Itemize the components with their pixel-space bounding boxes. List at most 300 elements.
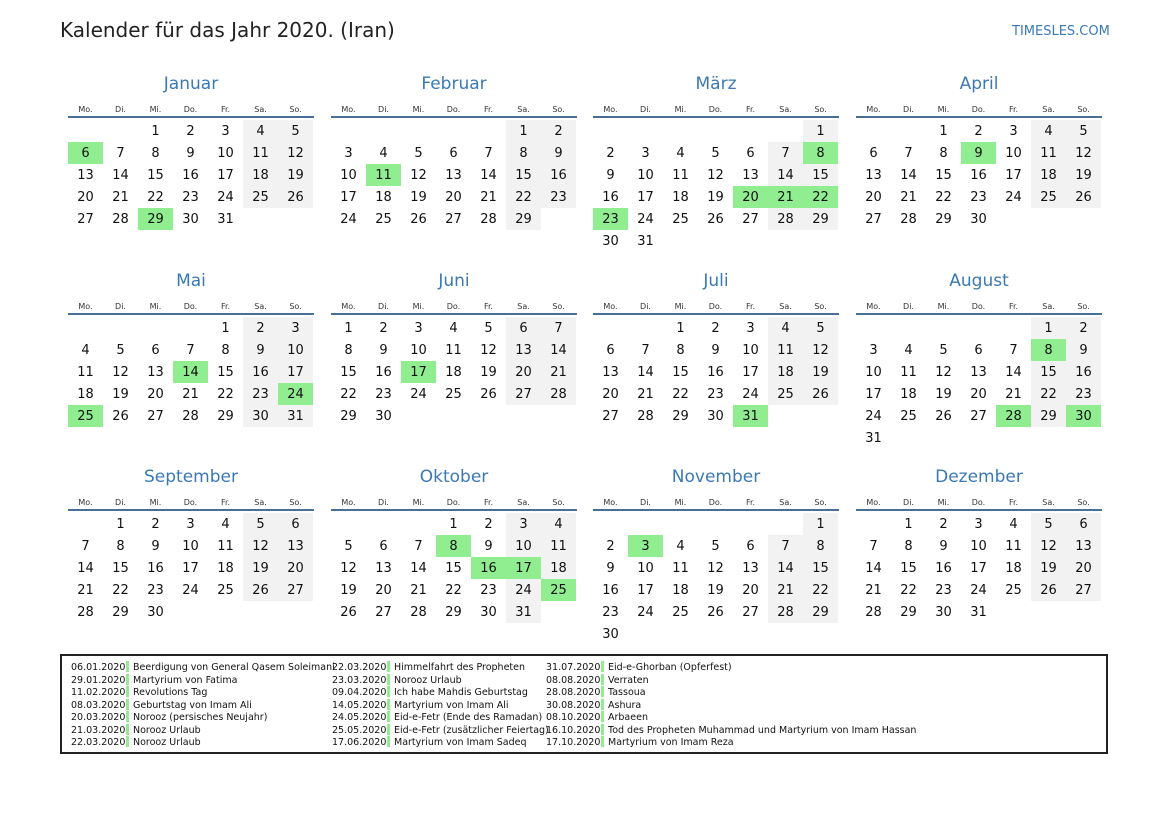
day-cell: 2 bbox=[243, 317, 278, 339]
day-cell: 2 bbox=[379, 320, 388, 336]
day-cell: 6 bbox=[974, 342, 983, 358]
day-cell: 1 bbox=[221, 320, 230, 336]
day-cell: 17 bbox=[340, 189, 357, 205]
weekday-label: Mi. bbox=[937, 302, 950, 311]
day-cell: 11 bbox=[672, 560, 689, 576]
weekday-header bbox=[593, 293, 839, 315]
day-cell: 23 bbox=[182, 189, 199, 205]
day-cell: 12 bbox=[707, 167, 724, 183]
day-cell: 7 bbox=[414, 538, 423, 554]
day-cell: 8 bbox=[676, 342, 685, 358]
weekday-label: Mi. bbox=[674, 498, 687, 507]
day-cell: 14 bbox=[77, 560, 94, 576]
day-cell: 14 bbox=[637, 364, 654, 380]
day-grid bbox=[331, 317, 577, 427]
day-cell: 13 bbox=[147, 364, 164, 380]
empty-cell bbox=[856, 120, 891, 142]
weekday-label: Do. bbox=[971, 302, 986, 311]
day-grid bbox=[856, 120, 1102, 230]
holiday-marker-icon bbox=[601, 711, 604, 722]
day-cell: 19 bbox=[1031, 557, 1066, 579]
day-cell: 28 bbox=[77, 604, 94, 620]
day-cell: 6 bbox=[606, 342, 615, 358]
day-cell: 29 bbox=[445, 604, 462, 620]
day-cell: 30 bbox=[182, 211, 199, 227]
day-cell: 7 bbox=[768, 535, 803, 557]
day-cell-holiday: 20 bbox=[733, 186, 768, 208]
day-cell-holiday: 25 bbox=[68, 405, 103, 427]
weekday-label: Mi. bbox=[149, 105, 162, 114]
weekday-label: Do. bbox=[446, 302, 461, 311]
day-cell: 12 bbox=[1066, 142, 1101, 164]
day-cell: 28 bbox=[112, 211, 129, 227]
weekday-label: Do. bbox=[708, 302, 723, 311]
holiday-marker-icon bbox=[387, 674, 390, 685]
day-grid bbox=[331, 120, 577, 230]
weekday-label: So. bbox=[289, 105, 302, 114]
day-cell: 10 bbox=[970, 538, 987, 554]
day-cell: 23 bbox=[480, 582, 497, 598]
legend-text: Martyrium von Imam Ali bbox=[394, 699, 509, 711]
legend-date: 28.08.2020 bbox=[546, 687, 601, 698]
day-cell: 27 bbox=[445, 211, 462, 227]
day-cell: 24 bbox=[410, 386, 427, 402]
weekday-label: Mi. bbox=[412, 498, 425, 507]
empty-cell bbox=[366, 513, 401, 535]
legend-item bbox=[332, 674, 462, 686]
empty-cell bbox=[593, 120, 628, 142]
weekday-label: Mo. bbox=[603, 105, 618, 114]
day-cell: 5 bbox=[243, 513, 278, 535]
weekday-label: Fr. bbox=[483, 105, 494, 114]
day-cell: 15 bbox=[340, 364, 357, 380]
day-cell: 4 bbox=[1009, 516, 1018, 532]
month-name: Februar bbox=[421, 74, 487, 94]
day-cell: 5 bbox=[711, 145, 720, 161]
day-grid bbox=[856, 317, 1102, 449]
day-cell: 24 bbox=[340, 211, 357, 227]
day-cell: 12 bbox=[243, 535, 278, 557]
day-cell: 30 bbox=[935, 604, 952, 620]
day-cell: 10 bbox=[182, 538, 199, 554]
legend-text: Revolutions Tag bbox=[133, 687, 208, 698]
day-cell: 30 bbox=[147, 604, 164, 620]
day-cell-holiday: 11 bbox=[366, 164, 401, 186]
day-cell: 16 bbox=[375, 364, 392, 380]
day-cell: 25 bbox=[1031, 186, 1066, 208]
legend-date: 31.07.2020 bbox=[546, 662, 601, 673]
day-cell-holiday: 21 bbox=[768, 186, 803, 208]
legend-date: 21.03.2020 bbox=[71, 724, 126, 736]
legend-item bbox=[332, 699, 509, 711]
empty-cell bbox=[698, 513, 733, 535]
day-cell: 16 bbox=[541, 164, 576, 186]
day-cell: 15 bbox=[506, 164, 541, 186]
legend-date: 17.06.2020 bbox=[332, 737, 387, 748]
day-cell: 10 bbox=[340, 167, 357, 183]
day-cell: 14 bbox=[1005, 364, 1022, 380]
weekday-label: Di. bbox=[903, 498, 914, 507]
day-cell: 18 bbox=[672, 582, 689, 598]
day-cell-holiday: 9 bbox=[961, 142, 996, 164]
day-cell: 13 bbox=[77, 167, 94, 183]
month-10 bbox=[331, 465, 577, 623]
day-cell: 3 bbox=[1009, 123, 1018, 139]
day-cell: 12 bbox=[480, 342, 497, 358]
day-cell: 27 bbox=[375, 604, 392, 620]
day-cell: 2 bbox=[606, 538, 615, 554]
day-cell-holiday: 30 bbox=[1066, 405, 1101, 427]
weekday-label: So. bbox=[814, 498, 827, 507]
day-cell: 29 bbox=[1031, 405, 1066, 427]
day-cell: 15 bbox=[803, 557, 838, 579]
weekday-label: Mo. bbox=[603, 302, 618, 311]
day-cell: 30 bbox=[707, 408, 724, 424]
empty-cell bbox=[926, 317, 961, 339]
holiday-marker-icon bbox=[601, 699, 604, 710]
day-cell: 7 bbox=[116, 145, 125, 161]
day-cell: 14 bbox=[112, 167, 129, 183]
day-cell: 22 bbox=[112, 582, 129, 598]
day-cell: 13 bbox=[506, 339, 541, 361]
day-cell: 3 bbox=[221, 123, 230, 139]
day-cell: 11 bbox=[243, 142, 278, 164]
day-cell: 29 bbox=[803, 208, 838, 230]
day-cell: 31 bbox=[506, 601, 541, 623]
day-cell: 31 bbox=[217, 211, 234, 227]
day-cell: 27 bbox=[1066, 579, 1101, 601]
day-cell: 9 bbox=[186, 145, 195, 161]
day-cell: 10 bbox=[278, 339, 313, 361]
day-cell-holiday: 24 bbox=[278, 383, 313, 405]
day-cell: 27 bbox=[742, 604, 759, 620]
day-cell: 15 bbox=[900, 560, 917, 576]
weekday-label: Do. bbox=[971, 105, 986, 114]
day-cell: 13 bbox=[742, 167, 759, 183]
day-cell: 7 bbox=[541, 317, 576, 339]
weekday-label: Mo. bbox=[78, 498, 93, 507]
legend-item bbox=[71, 711, 267, 723]
empty-cell bbox=[768, 120, 803, 142]
legend-item bbox=[546, 736, 734, 748]
empty-cell bbox=[663, 513, 698, 535]
day-cell: 28 bbox=[768, 208, 803, 230]
legend-date: 23.03.2020 bbox=[332, 674, 387, 686]
legend-date: 08.08.2020 bbox=[546, 674, 601, 686]
day-cell: 1 bbox=[151, 123, 160, 139]
legend-text: Norooz (persisches Neujahr) bbox=[133, 712, 268, 723]
holiday-marker-icon bbox=[387, 736, 390, 747]
legend-item bbox=[546, 674, 649, 686]
month-5 bbox=[68, 269, 314, 427]
day-cell: 17 bbox=[217, 167, 234, 183]
day-grid bbox=[331, 513, 577, 623]
day-cell: 29 bbox=[506, 208, 541, 230]
day-cell: 19 bbox=[112, 386, 129, 402]
empty-cell bbox=[733, 513, 768, 535]
day-cell: 31 bbox=[970, 604, 987, 620]
weekday-label: Sa. bbox=[779, 302, 792, 311]
day-cell: 7 bbox=[81, 538, 90, 554]
day-cell: 4 bbox=[81, 342, 90, 358]
weekday-label: Sa. bbox=[254, 498, 267, 507]
legend-item bbox=[71, 674, 237, 686]
weekday-label: Fr. bbox=[483, 302, 494, 311]
day-cell: 4 bbox=[1031, 120, 1066, 142]
day-cell: 12 bbox=[340, 560, 357, 576]
day-cell: 5 bbox=[939, 342, 948, 358]
month-name: Mai bbox=[176, 271, 206, 291]
day-cell: 4 bbox=[541, 513, 576, 535]
weekday-label: So. bbox=[289, 302, 302, 311]
day-cell: 7 bbox=[768, 142, 803, 164]
day-cell: 15 bbox=[672, 364, 689, 380]
day-cell: 30 bbox=[602, 233, 619, 249]
legend-date: 20.03.2020 bbox=[71, 712, 126, 723]
day-cell: 30 bbox=[602, 626, 619, 642]
day-cell: 9 bbox=[541, 142, 576, 164]
weekday-header bbox=[68, 293, 314, 315]
day-cell: 5 bbox=[344, 538, 353, 554]
day-cell: 11 bbox=[1031, 142, 1066, 164]
day-cell: 4 bbox=[768, 317, 803, 339]
day-cell: 8 bbox=[151, 145, 160, 161]
weekday-label: Mi. bbox=[674, 105, 687, 114]
day-cell: 1 bbox=[803, 513, 838, 535]
day-cell: 29 bbox=[112, 604, 129, 620]
holiday-marker-icon bbox=[601, 661, 604, 672]
day-cell: 21 bbox=[768, 579, 803, 601]
weekday-label: Fr. bbox=[745, 302, 756, 311]
empty-cell bbox=[366, 120, 401, 142]
day-cell: 11 bbox=[672, 167, 689, 183]
day-cell: 8 bbox=[344, 342, 353, 358]
empty-cell bbox=[628, 317, 663, 339]
month-1 bbox=[68, 72, 314, 230]
day-cell: 4 bbox=[676, 145, 685, 161]
month-3 bbox=[593, 72, 839, 252]
day-cell: 22 bbox=[340, 386, 357, 402]
day-cell: 6 bbox=[151, 342, 160, 358]
empty-cell bbox=[401, 513, 436, 535]
day-cell-holiday: 17 bbox=[506, 557, 541, 579]
brand-link[interactable]: TIMESLES.COM bbox=[1012, 24, 1110, 39]
weekday-label: Do. bbox=[183, 498, 198, 507]
day-cell: 9 bbox=[711, 342, 720, 358]
day-cell: 2 bbox=[541, 120, 576, 142]
day-cell: 29 bbox=[672, 408, 689, 424]
weekday-label: Sa. bbox=[1042, 302, 1055, 311]
day-cell: 14 bbox=[410, 560, 427, 576]
day-cell: 20 bbox=[445, 189, 462, 205]
day-cell: 3 bbox=[186, 516, 195, 532]
legend-date: 16.10.2020 bbox=[546, 724, 601, 736]
weekday-label: Do. bbox=[708, 105, 723, 114]
day-cell: 10 bbox=[217, 145, 234, 161]
holiday-marker-icon bbox=[387, 711, 390, 722]
day-cell: 10 bbox=[742, 342, 759, 358]
weekday-label: So. bbox=[814, 302, 827, 311]
legend-date: 22.03.2020 bbox=[332, 662, 387, 673]
day-cell: 16 bbox=[970, 167, 987, 183]
legend-item bbox=[332, 736, 527, 748]
day-cell: 5 bbox=[278, 120, 313, 142]
day-cell: 7 bbox=[869, 538, 878, 554]
day-cell: 14 bbox=[541, 339, 576, 361]
day-cell: 21 bbox=[182, 386, 199, 402]
day-cell: 26 bbox=[707, 211, 724, 227]
day-cell: 21 bbox=[1005, 386, 1022, 402]
legend-item bbox=[71, 724, 201, 736]
weekday-label: Fr. bbox=[745, 105, 756, 114]
legend-text: Ashura bbox=[608, 699, 642, 711]
month-name: März bbox=[695, 74, 737, 94]
day-cell: 2 bbox=[606, 145, 615, 161]
day-cell: 6 bbox=[746, 145, 755, 161]
day-cell: 19 bbox=[803, 361, 838, 383]
day-cell: 30 bbox=[375, 408, 392, 424]
day-cell: 28 bbox=[637, 408, 654, 424]
month-name: September bbox=[144, 467, 238, 487]
day-cell: 30 bbox=[970, 211, 987, 227]
legend-item bbox=[332, 661, 525, 673]
day-cell: 10 bbox=[506, 535, 541, 557]
day-cell: 11 bbox=[541, 535, 576, 557]
day-cell: 1 bbox=[116, 516, 125, 532]
holiday-marker-icon bbox=[126, 661, 129, 672]
day-cell: 22 bbox=[672, 386, 689, 402]
day-cell: 1 bbox=[1031, 317, 1066, 339]
day-cell: 25 bbox=[672, 211, 689, 227]
weekday-label: Do. bbox=[183, 105, 198, 114]
weekday-label: Di. bbox=[115, 498, 126, 507]
weekday-label: Di. bbox=[903, 302, 914, 311]
day-cell: 24 bbox=[182, 582, 199, 598]
day-cell: 1 bbox=[676, 320, 685, 336]
day-cell: 26 bbox=[410, 211, 427, 227]
day-cell: 9 bbox=[606, 167, 615, 183]
day-cell: 3 bbox=[506, 513, 541, 535]
day-cell: 3 bbox=[746, 320, 755, 336]
day-cell: 26 bbox=[340, 604, 357, 620]
weekday-label: Mo. bbox=[78, 105, 93, 114]
day-cell: 25 bbox=[768, 383, 803, 405]
day-cell: 19 bbox=[707, 582, 724, 598]
legend-date: 06.01.2020 bbox=[71, 662, 126, 673]
day-cell: 31 bbox=[865, 430, 882, 446]
legend-text: Arbaeen bbox=[608, 712, 648, 723]
weekday-header bbox=[68, 96, 314, 118]
day-cell: 4 bbox=[221, 516, 230, 532]
holiday-marker-icon bbox=[387, 724, 390, 735]
day-cell: 28 bbox=[768, 601, 803, 623]
legend-date: 08.10.2020 bbox=[546, 712, 601, 723]
day-cell: 13 bbox=[278, 535, 313, 557]
day-cell: 9 bbox=[379, 342, 388, 358]
weekday-label: Sa. bbox=[1042, 498, 1055, 507]
day-cell: 23 bbox=[375, 386, 392, 402]
day-cell: 19 bbox=[243, 557, 278, 579]
day-grid bbox=[593, 513, 839, 645]
day-cell: 17 bbox=[865, 386, 882, 402]
weekday-label: Mo. bbox=[866, 105, 881, 114]
legend-text: Tassoua bbox=[608, 687, 646, 698]
weekday-header bbox=[331, 489, 577, 511]
day-grid bbox=[593, 317, 839, 427]
day-cell-holiday: 31 bbox=[733, 405, 768, 427]
empty-cell bbox=[891, 317, 926, 339]
day-cell-holiday: 8 bbox=[803, 142, 838, 164]
day-cell: 18 bbox=[243, 164, 278, 186]
day-cell: 18 bbox=[445, 364, 462, 380]
day-cell: 21 bbox=[77, 582, 94, 598]
day-cell: 7 bbox=[186, 342, 195, 358]
day-cell: 26 bbox=[1066, 186, 1101, 208]
holiday-marker-icon bbox=[601, 736, 604, 747]
day-cell: 25 bbox=[243, 186, 278, 208]
day-cell: 18 bbox=[541, 557, 576, 579]
day-cell: 11 bbox=[1005, 538, 1022, 554]
day-grid bbox=[68, 120, 314, 230]
legend-date: 14.05.2020 bbox=[332, 699, 387, 711]
empty-cell bbox=[138, 317, 173, 339]
day-cell: 12 bbox=[707, 560, 724, 576]
day-cell: 8 bbox=[904, 538, 913, 554]
day-cell: 26 bbox=[935, 408, 952, 424]
empty-cell bbox=[768, 513, 803, 535]
day-cell: 18 bbox=[77, 386, 94, 402]
holiday-marker-icon bbox=[387, 686, 390, 697]
day-cell: 28 bbox=[410, 604, 427, 620]
day-cell: 21 bbox=[410, 582, 427, 598]
month-name: April bbox=[959, 74, 999, 94]
day-cell: 20 bbox=[865, 189, 882, 205]
day-cell: 22 bbox=[803, 579, 838, 601]
day-cell: 13 bbox=[742, 560, 759, 576]
legend-item bbox=[546, 661, 732, 673]
day-cell: 28 bbox=[541, 383, 576, 405]
day-cell: 15 bbox=[217, 364, 234, 380]
day-cell: 17 bbox=[742, 364, 759, 380]
day-cell: 4 bbox=[676, 538, 685, 554]
legend-date: 25.05.2020 bbox=[332, 724, 387, 736]
holiday-marker-icon bbox=[126, 724, 129, 735]
legend-text: Beerdigung von General Qasem Soleimani bbox=[133, 662, 335, 673]
day-cell: 18 bbox=[1031, 164, 1066, 186]
weekday-label: Di. bbox=[640, 105, 651, 114]
legend-item bbox=[546, 724, 916, 736]
day-cell: 19 bbox=[707, 189, 724, 205]
day-cell: 5 bbox=[711, 538, 720, 554]
day-cell: 21 bbox=[900, 189, 917, 205]
day-cell: 22 bbox=[506, 186, 541, 208]
weekday-label: Fr. bbox=[1008, 302, 1019, 311]
legend-text: Martyrium von Imam Reza bbox=[608, 737, 734, 748]
weekday-label: Sa. bbox=[1042, 105, 1055, 114]
day-cell: 9 bbox=[606, 560, 615, 576]
day-cell: 6 bbox=[278, 513, 313, 535]
day-cell: 23 bbox=[541, 186, 576, 208]
day-cell: 19 bbox=[935, 386, 952, 402]
day-cell: 27 bbox=[278, 579, 313, 601]
empty-cell bbox=[331, 513, 366, 535]
day-cell: 29 bbox=[900, 604, 917, 620]
day-cell: 18 bbox=[217, 560, 234, 576]
day-cell: 25 bbox=[900, 408, 917, 424]
empty-cell bbox=[856, 513, 891, 535]
weekday-label: Mi. bbox=[149, 498, 162, 507]
day-cell: 19 bbox=[410, 189, 427, 205]
